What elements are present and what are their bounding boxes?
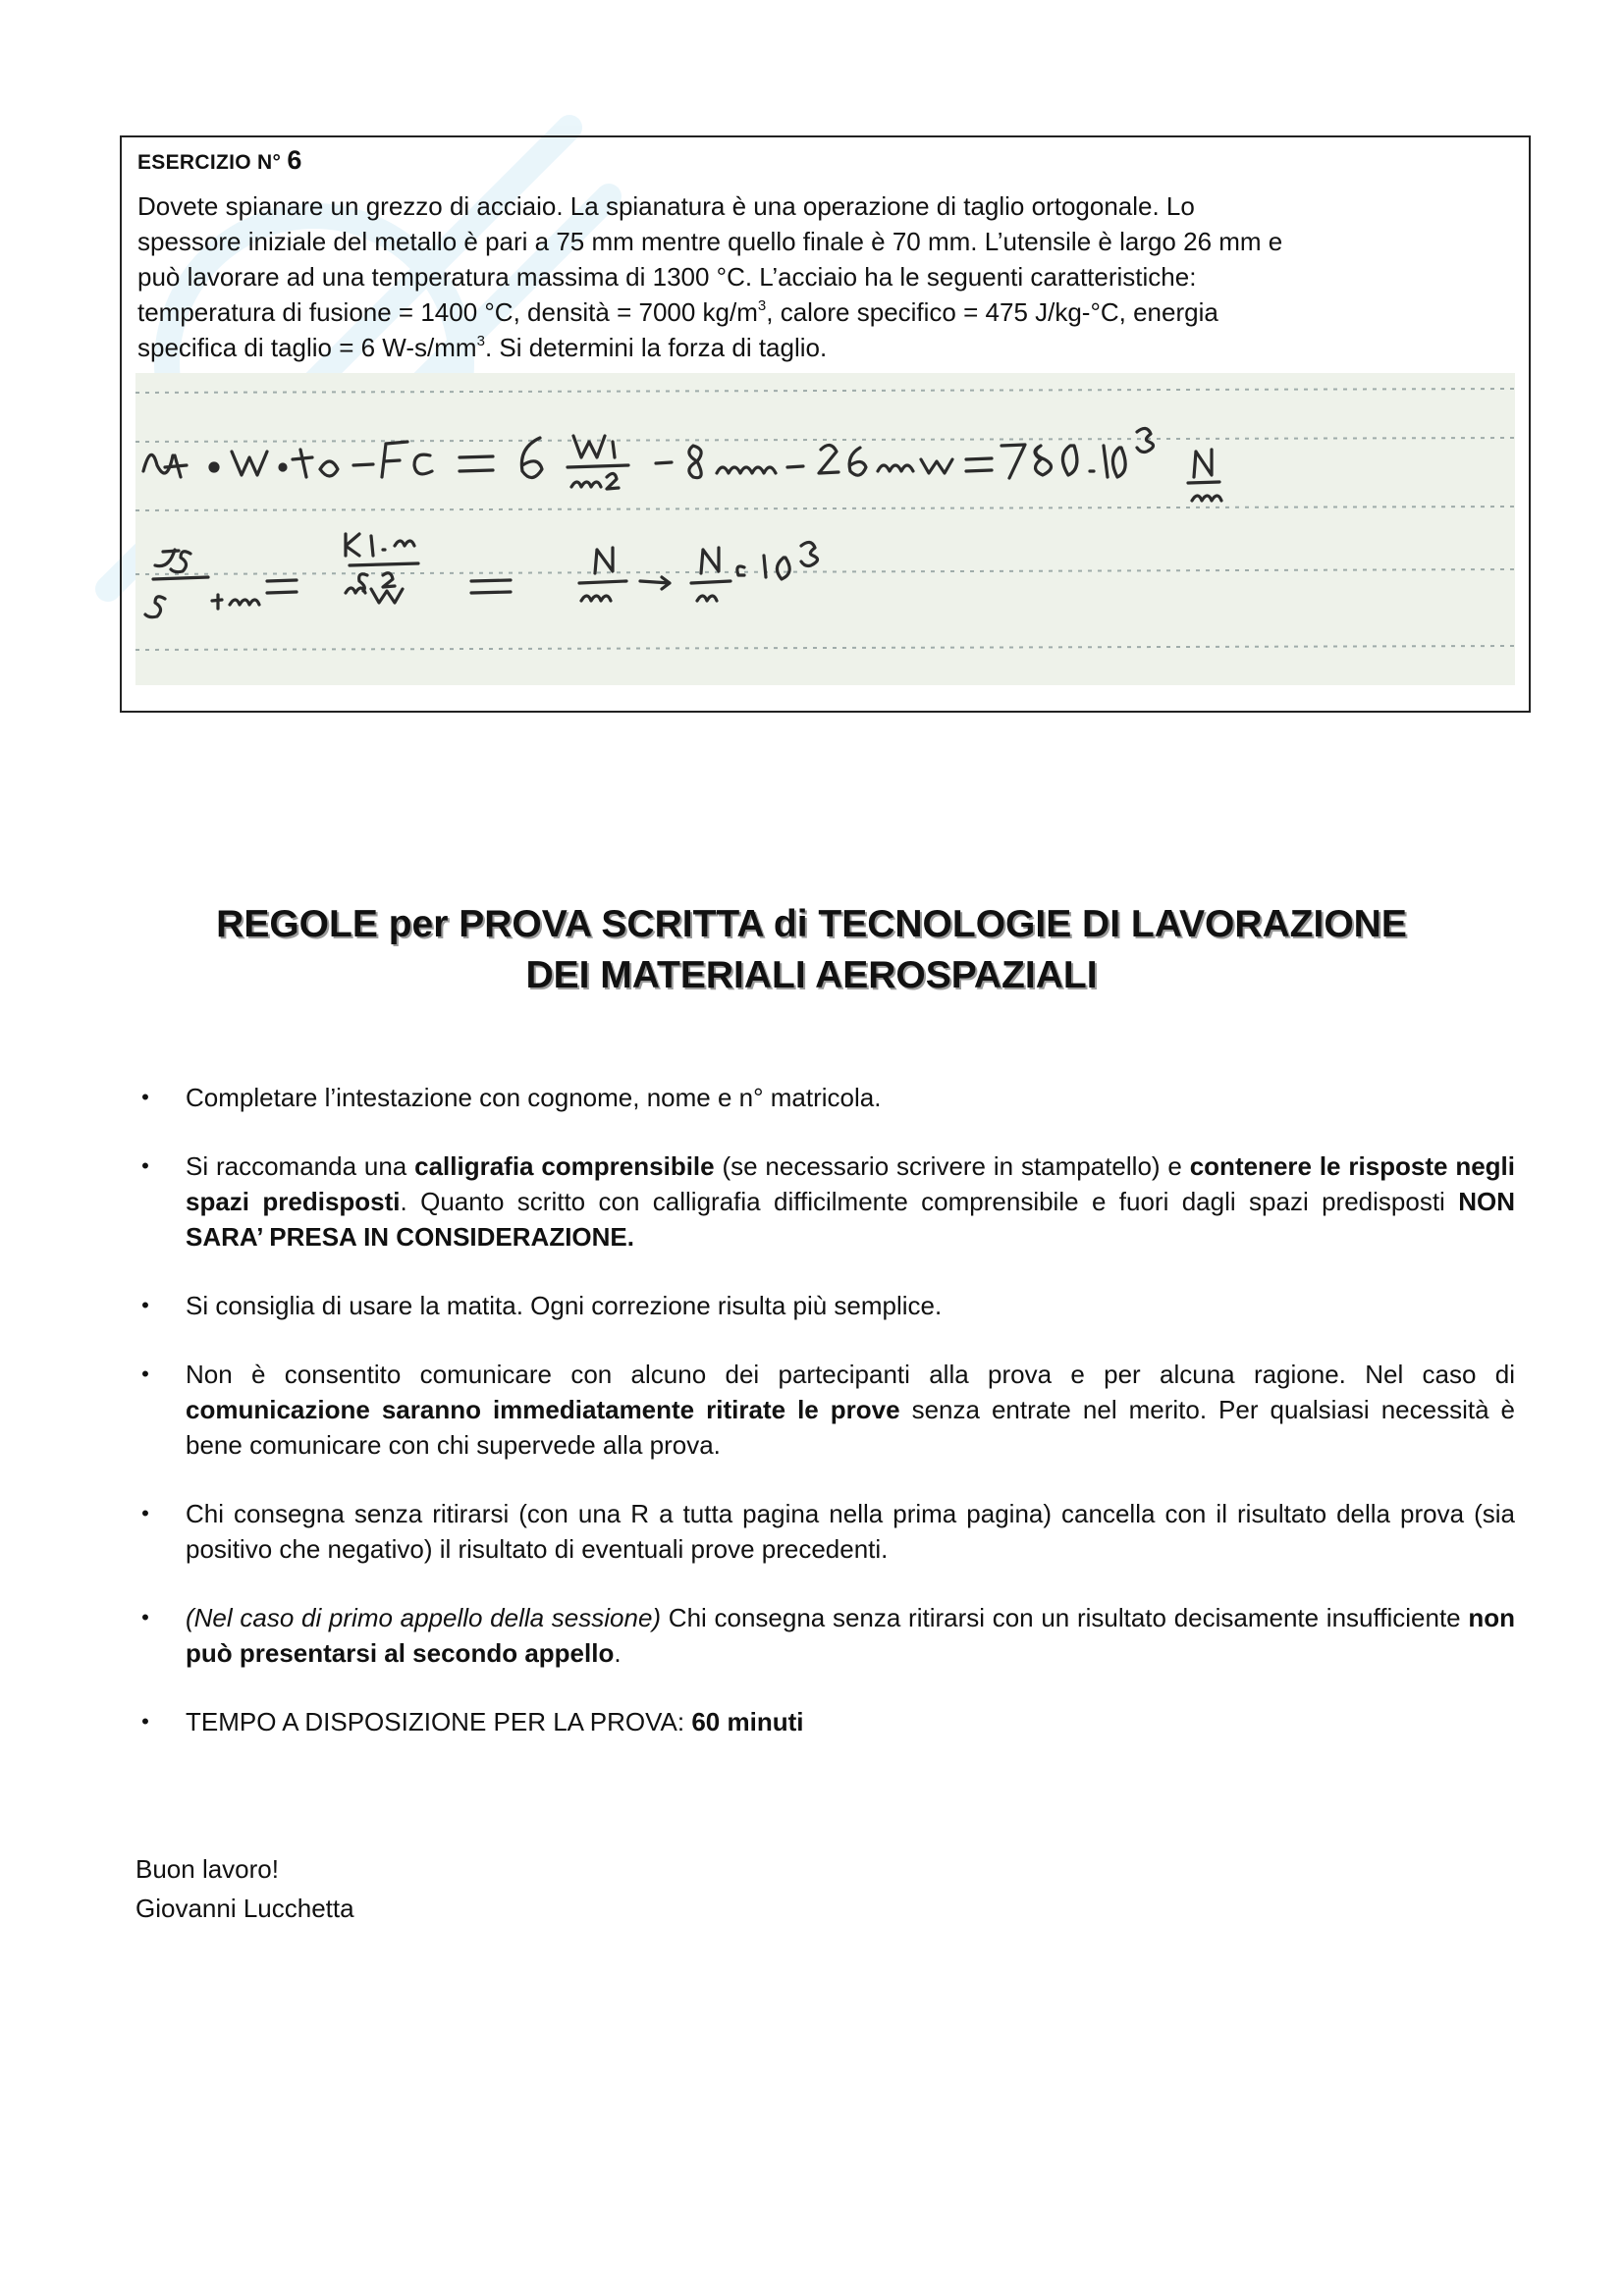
rule-item xyxy=(135,1148,1515,1255)
rules-list xyxy=(135,1080,1515,1773)
exercise-text xyxy=(137,188,1517,365)
rule-text: . Quanto scritto con calligrafia difficilmente comprensibile e fuori dagli spazi predisposti xyxy=(400,1187,1459,1216)
bullet-icon: • xyxy=(141,1362,149,1386)
exercise-line: Dovete spianare un grezzo di acciaio. La spianatura è una operazione di taglio ortogonale. Lo xyxy=(137,191,1195,221)
closing-author: Giovanni Lucchetta xyxy=(135,1894,354,1923)
bullet-icon: • xyxy=(141,1605,149,1629)
rule-text: calligrafia comprensibile xyxy=(414,1151,715,1181)
rule-text: . xyxy=(614,1638,622,1668)
exercise-line: specifica di taglio = 6 $W-s/mm^3$. Si determini la forza di taglio. xyxy=(137,333,828,362)
rule-text: Non è consentito comunicare con alcuno dei partecipanti alla prova e per alcuna ragione. Nel caso di xyxy=(186,1360,1515,1389)
bullet-icon: • xyxy=(141,1153,149,1178)
handwritten-solution-image xyxy=(135,373,1515,685)
rules-title-line: DEI MATERIALI AEROSPAZIALI xyxy=(525,954,1098,996)
rules-title xyxy=(0,899,1623,1001)
rule-text: NON SARA’ PRESA IN CONSIDERAZIONE. xyxy=(186,1187,1515,1252)
bullet-icon: • xyxy=(141,1709,149,1734)
rule-text: non può presentarsi al secondo appello xyxy=(186,1603,1515,1668)
exercise-line: temperatura di fusione = 1400 °C, densità = 7000 $kg/m^3$, calore specifico = 475 J/kg-°C, energia xyxy=(137,297,1218,327)
closing-greeting: Buon lavoro! xyxy=(135,1854,279,1884)
rule-text: Chi consegna senza ritirarsi (con una R a tutta pagina nella prima pagina) cancella con il risultato della prova (sia positivo che negativo) il risultato di eventuali prove precedenti. xyxy=(186,1499,1515,1564)
exercise-label: ESERCIZIO N° xyxy=(137,151,282,174)
rule-item xyxy=(135,1357,1515,1463)
rule-text: Chi consegna senza ritirarsi con un risultato decisamente insufficiente xyxy=(661,1603,1469,1632)
bullet-icon: • xyxy=(141,1085,149,1109)
exercise-number: 6 xyxy=(287,145,302,175)
rule-text: (se necessario scrivere in stampatello) e xyxy=(714,1151,1190,1181)
exercise-box xyxy=(120,135,1531,713)
rule-text: 60 minuti xyxy=(691,1707,804,1736)
rule-text: comunicazione saranno immediatamente ritirate le prove xyxy=(186,1395,900,1424)
rules-title-line: REGOLE per PROVA SCRITTA di TECNOLOGIE DI LAVORAZIONE xyxy=(216,903,1407,945)
rule-text: senza entrate nel merito. Per qualsiasi necessità è bene comunicare con chi supervede alla prova. xyxy=(186,1395,1515,1460)
rule-text: (Nel caso di primo appello della sessione) xyxy=(186,1603,662,1632)
rule-item xyxy=(135,1704,1515,1739)
rule-item xyxy=(135,1496,1515,1567)
rule-text: Si consiglia di usare la matita. Ogni correzione risulta più semplice. xyxy=(186,1291,943,1320)
exercise-line: può lavorare ad una temperatura massima di 1300 °C. L’acciaio ha le seguenti caratteristiche: xyxy=(137,262,1197,292)
rule-item xyxy=(135,1080,1515,1115)
exercise-line: spessore iniziale del metallo è pari a 75 mm mentre quello finale è 70 mm. L’utensile è largo 26 mm e xyxy=(137,227,1283,256)
exercise-title xyxy=(137,145,302,176)
rule-text: Completare l’intestazione con cognome, nome e n° matricola. xyxy=(186,1083,882,1112)
rule-item xyxy=(135,1288,1515,1323)
rule-text: TEMPO A DISPOSIZIONE PER LA PROVA: xyxy=(186,1707,692,1736)
bullet-icon: • xyxy=(141,1293,149,1317)
rule-item xyxy=(135,1600,1515,1671)
bullet-icon: • xyxy=(141,1501,149,1525)
rule-text: Si raccomanda una xyxy=(186,1151,415,1181)
closing xyxy=(135,1849,354,1928)
rule-text: contenere le risposte negli spazi predisposti xyxy=(186,1151,1516,1216)
